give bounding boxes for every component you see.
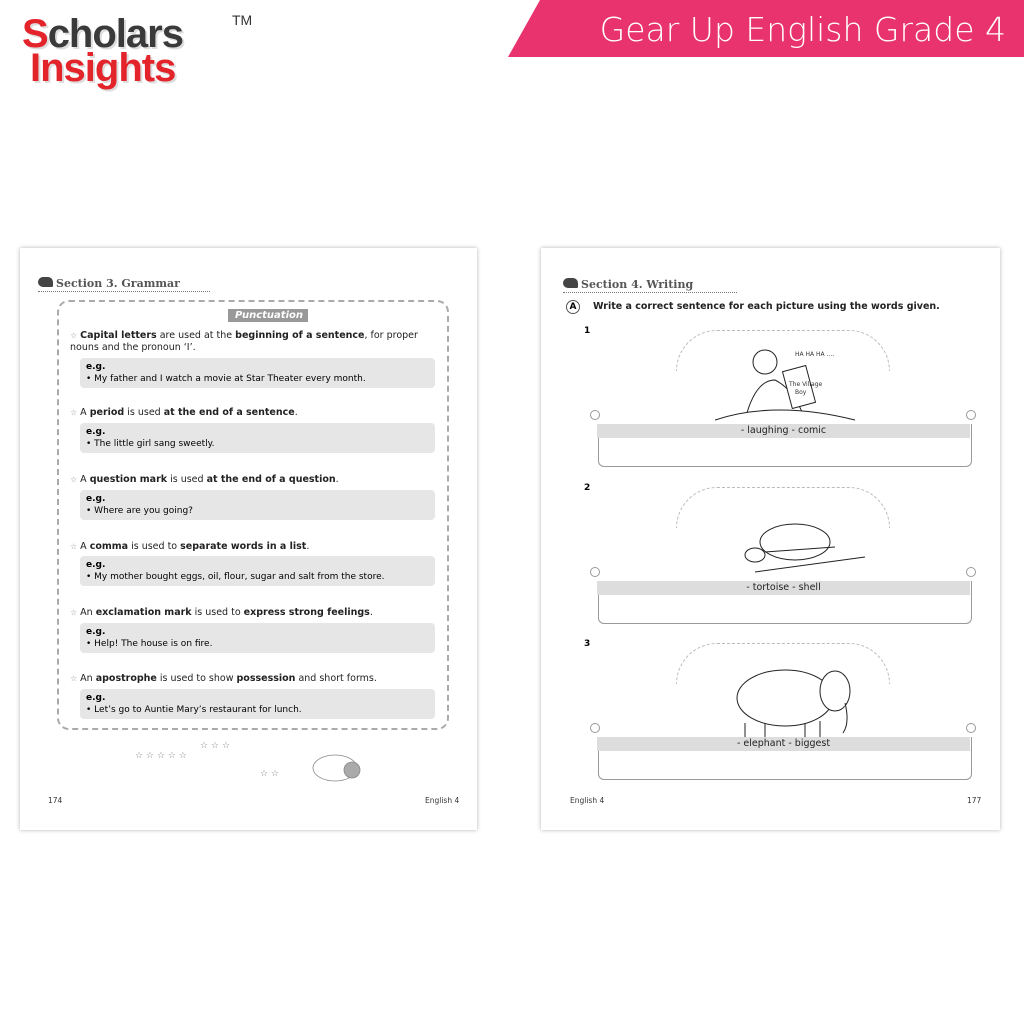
rule-text: is used to <box>191 607 244 618</box>
rule-term: comma <box>89 541 129 552</box>
rule-term: apostrophe <box>95 673 157 684</box>
section-3-header <box>38 277 210 292</box>
rule-text: A <box>80 474 90 485</box>
example-box <box>80 623 435 653</box>
example-sentence: • Help! The house is on fire. <box>86 639 213 649</box>
example-sentence: • The little girl sang sweetly. <box>86 439 215 449</box>
scroll-curl-icon <box>966 567 976 577</box>
rule-term: Capital letters <box>80 330 157 341</box>
scroll-curl-icon <box>590 410 600 420</box>
rule-emphasis: at the end of a sentence <box>163 407 295 418</box>
logo-insights: Insights <box>30 46 176 90</box>
item-number: 1 <box>584 326 591 336</box>
bird-icon <box>38 277 53 287</box>
word-hints: - tortoise - shell <box>597 581 970 595</box>
example-box <box>80 689 435 719</box>
example-box <box>80 423 435 453</box>
star-icon: ☆ <box>70 408 78 417</box>
rule-emphasis: separate words in a list <box>180 541 307 552</box>
punctuation-rule <box>70 541 440 553</box>
bird-icon <box>563 278 578 288</box>
eg-label: e.g. <box>86 362 106 372</box>
rule-text: is used to show <box>156 673 237 684</box>
rule-text: A <box>80 407 90 418</box>
eg-label: e.g. <box>86 693 106 703</box>
rule-text: are used at the <box>156 330 236 341</box>
rule-text: An <box>80 673 96 684</box>
rule-text: is used <box>167 474 207 485</box>
rule-text: . <box>294 407 298 418</box>
svg-text:The Village: The Village <box>789 381 823 388</box>
rule-text: An <box>80 607 96 618</box>
eg-label: e.g. <box>86 560 106 570</box>
section-title: Section 4. Writing <box>581 278 694 291</box>
rule-term: period <box>89 407 125 418</box>
stars-sheep-illustration <box>130 740 370 790</box>
rule-text: , for proper nouns and the pronoun ‘I’. <box>70 330 418 353</box>
rule-text: . <box>335 474 339 485</box>
star-icon: ☆ <box>70 542 78 551</box>
boy-reading-comic-illustration <box>715 340 875 424</box>
section-4-header <box>563 278 737 293</box>
rule-term: question mark <box>89 474 168 485</box>
section-title: Section 3. Grammar <box>56 277 180 290</box>
rule-emphasis: express strong feelings <box>243 607 370 618</box>
instruction-badge: A <box>566 300 580 314</box>
scroll-curl-icon <box>966 410 976 420</box>
example-box <box>80 358 435 388</box>
punctuation-rule <box>70 474 440 486</box>
word-hints: - laughing - comic <box>597 424 970 438</box>
item-number: 2 <box>584 483 591 493</box>
logo-scholars: Scholars <box>22 12 183 56</box>
scroll-curl-icon <box>590 567 600 577</box>
example-sentence: • My father and I watch a movie at Star Theater every month. <box>86 374 366 384</box>
footer-right: English 4 <box>570 796 605 805</box>
rule-text: . <box>306 541 310 552</box>
rule-emphasis: at the end of a question <box>206 474 336 485</box>
star-icon: ☆ <box>70 674 78 683</box>
svg-text:☆ ☆: ☆ ☆ <box>260 769 279 779</box>
page-number-right: 177 <box>967 796 982 805</box>
example-box <box>80 490 435 520</box>
rule-term: exclamation mark <box>95 607 192 618</box>
punctuation-rule <box>70 330 440 354</box>
eg-label: e.g. <box>86 494 106 504</box>
star-icon: ☆ <box>70 608 78 617</box>
punctuation-rule <box>70 673 440 685</box>
page-number-left: 174 <box>48 796 63 805</box>
svg-text:☆ ☆ ☆ ☆ ☆: ☆ ☆ ☆ ☆ ☆ <box>135 751 187 761</box>
example-sentence: • Where are you going? <box>86 506 193 516</box>
punctuation-rule <box>70 407 440 419</box>
star-icon: ☆ <box>70 331 78 340</box>
scroll-curl-icon <box>590 723 600 733</box>
box-title: Punctuation <box>228 309 308 322</box>
item-number: 3 <box>584 639 591 649</box>
example-sentence: • Let’s go to Auntie Mary’s restaurant for lunch. <box>86 705 302 715</box>
logo-tm: TM <box>232 12 253 28</box>
rule-emphasis: possession <box>236 673 296 684</box>
rule-text: is used to <box>128 541 181 552</box>
rule-text: and short forms. <box>295 673 377 684</box>
scroll-curl-icon <box>966 723 976 733</box>
word-hints: - elephant - biggest <box>597 737 970 751</box>
rule-emphasis: beginning of a sentence <box>235 330 365 341</box>
rule-text: is used <box>124 407 164 418</box>
punctuation-rule <box>70 607 440 619</box>
svg-text:☆ ☆ ☆: ☆ ☆ ☆ <box>200 741 230 751</box>
star-icon: ☆ <box>70 475 78 484</box>
example-box <box>80 556 435 586</box>
svg-text:HA HA HA ....: HA HA HA .... <box>795 351 835 358</box>
eg-label: e.g. <box>86 627 106 637</box>
rule-text: A <box>80 541 90 552</box>
tortoise-illustration <box>715 497 875 581</box>
eg-label: e.g. <box>86 427 106 437</box>
example-sentence: • My mother bought eggs, oil, flour, sugar and salt from the store. <box>86 572 385 582</box>
banner-title: Gear Up English Grade 4 <box>599 10 1006 49</box>
instruction-text: Write a correct sentence for each picture using the words given. <box>593 301 940 312</box>
footer-left: English 4 <box>425 796 460 805</box>
rule-text: . <box>369 607 373 618</box>
svg-text:Boy: Boy <box>795 389 807 396</box>
